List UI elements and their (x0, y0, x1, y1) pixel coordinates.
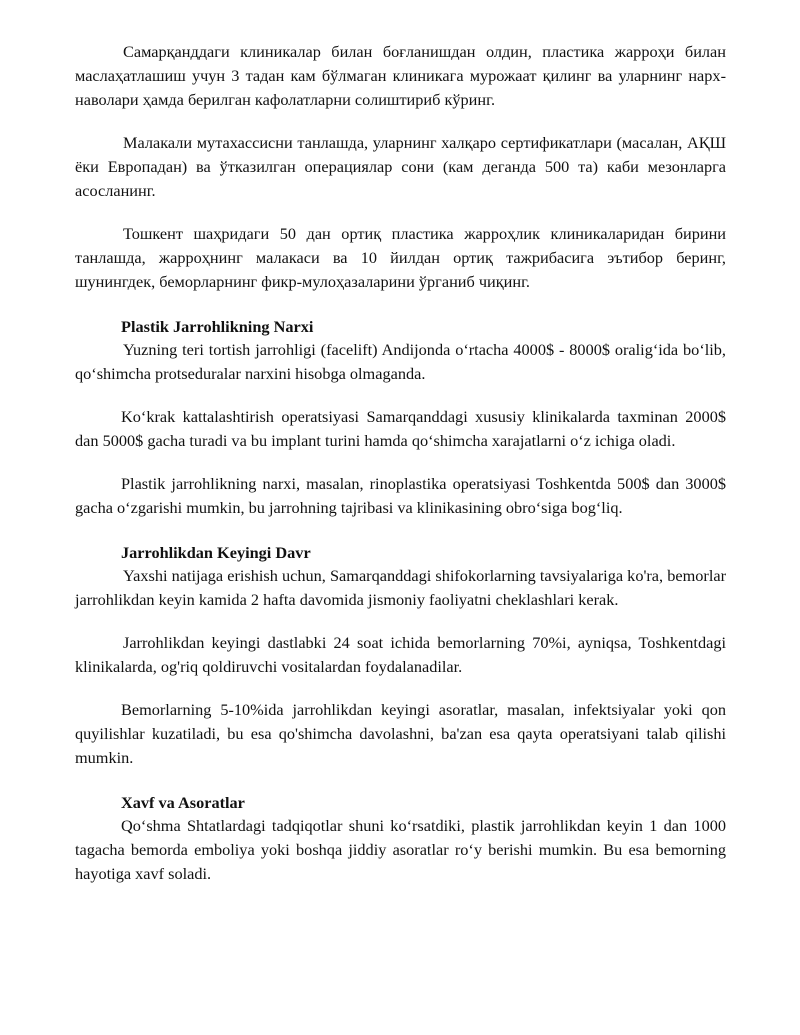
recovery-paragraph-1: Yaxshi natijaga erishish uchun, Samarqanddagi shifokorlarning tavsiyalariga ko'ra, bemorlar jarrohlikdan keyin kamida 2 hafta davomida jismoniy faoliyatni cheklashlari kerak. (75, 566, 726, 609)
intro-paragraph-3: Тошкент шаҳридаги 50 дан ортиқ пластика жарроҳлик клиникаларидан бирини танлашда, жарроҳнинг малакаси ва 10 йилдан ортиқ тажрибасига эътибор беринг, шунингдек, беморларнинг фикр-мулоҳазаларини ўрганиб чиқинг. (75, 224, 726, 291)
risks-paragraph-1: Qoʻshma Shtatlardagi tadqiqotlar shuni koʻrsatdiki, plastik jarrohlikdan keyin 1 dan 1000 tagacha bemorda emboliya yoki boshqa jiddiy asoratlar roʻy berishi mumkin. Bu esa bemorning hayotiga xavf soladi. (75, 816, 726, 883)
recovery-paragraph-3: Bemorlarning 5-10%ida jarrohlikdan keyingi asoratlar, masalan, infektsiyalar yoki qon quyilishlar kuzatiladi, bu esa qo'shimcha davolashni, ba'zan esa qayta operatsiyani talab qilishi mumkin. (75, 700, 726, 767)
intro-paragraph-1: Самарқанддаги клиникалар билан боғланишдан олдин, пластика жарроҳи билан маслаҳатлашиш учун 3 тадан кам бўлмаган клиникага мурожаат қилинг ва уларнинг нарх-наволари ҳамда берилган кафолатларни солиштириб кўринг. (75, 42, 726, 109)
document-page (75, 40, 726, 886)
section-heading-price: Plastik Jarrohlikning Narxi (121, 317, 314, 336)
price-paragraph-2: Koʻkrak kattalashtirish operatsiyasi Samarqanddagi xususiy klinikalarda taxminan 2000$ dan 5000$ gacha turadi va bu implant turini hamda qoʻshimcha xarajatlarni oʻz ichiga oladi. (75, 407, 726, 450)
recovery-paragraph-2: Jarrohlikdan keyingi dastlabki 24 soat ichida bemorlarning 70%i, ayniqsa, Toshkentdagi klinikalarda, og'riq qoldiruvchi vositalardan foydalanadilar. (75, 633, 726, 676)
price-paragraph-3: Plastik jarrohlikning narxi, masalan, rinoplastika operatsiyasi Toshkentda 500$ dan 3000$ gacha oʻzgarishi mumkin, bu jarrohning tajribasi va klinikasining obroʻsiga bogʻliq. (75, 474, 726, 517)
price-paragraph-1: Yuzning teri tortish jarrohligi (facelift) Andijonda oʻrtacha 4000$ - 8000$ oraligʻida boʻlib, qoʻshimcha protseduralar narxini hisobga olmaganda. (75, 340, 726, 383)
intro-paragraph-2: Малакали мутахассисни танлашда, уларнинг халқаро сертификатлари (масалан, АҚШ ёки Европадан) ва ўтказилган операциялар сони (кам деганда 500 та) каби мезонларга асосланинг. (75, 133, 726, 200)
section-heading-recovery: Jarrohlikdan Keyingi Davr (121, 543, 311, 562)
section-heading-risks: Xavf va Asoratlar (121, 793, 245, 812)
